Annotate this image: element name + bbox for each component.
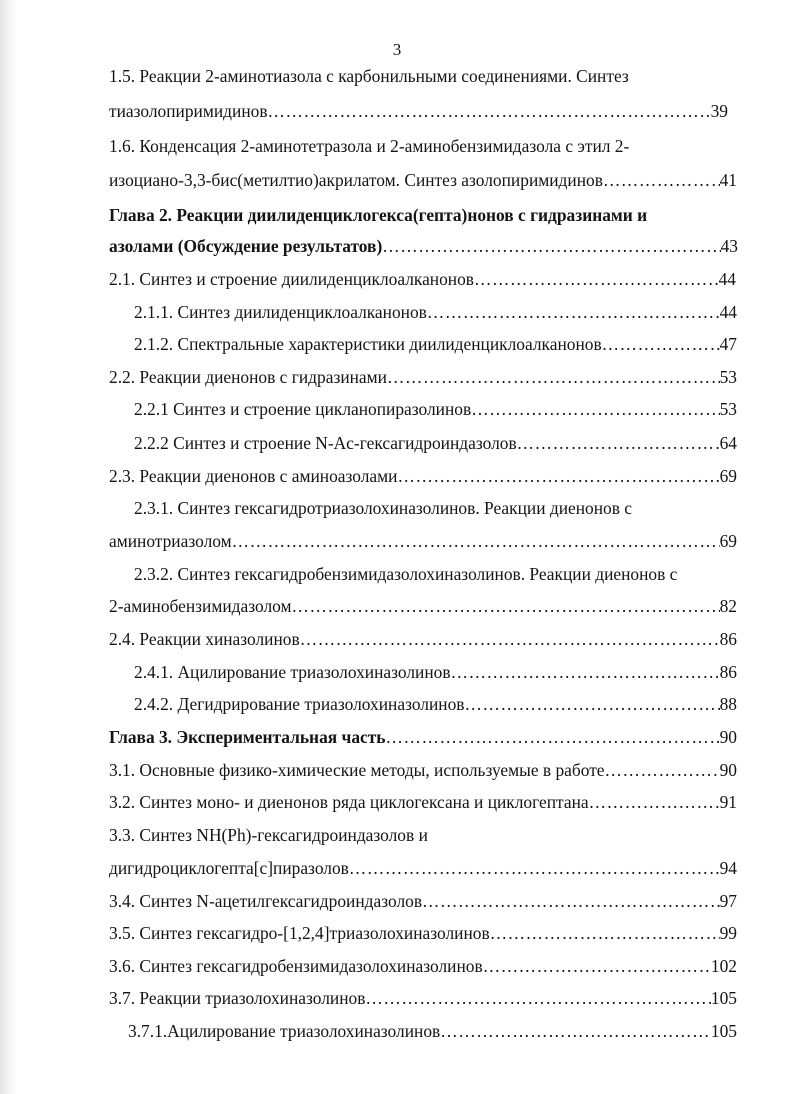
toc-entry-text: 3.7. Реакции триазолохиназолинов [109, 988, 366, 1008]
toc-page-number: 82 [719, 596, 737, 616]
toc-chapter [109, 234, 738, 258]
toc-entry [109, 168, 737, 192]
toc-entry [109, 790, 737, 814]
toc-entry-text: 2.3.2. Синтез гексагидробензимидазолохиназолинов. Реакции диенонов с [134, 564, 678, 584]
toc-entry [109, 64, 629, 88]
toc-entry [134, 431, 737, 455]
toc-page-number: 94 [719, 858, 737, 878]
leader-dots [471, 397, 719, 421]
toc-entry [109, 267, 736, 291]
leader-dots [385, 725, 719, 749]
leader-dots [490, 921, 720, 945]
toc-entry [134, 692, 737, 716]
leader-dots [232, 529, 720, 553]
toc-entry-text: 3.7.1.Ацилирование триазолохиназолинов [128, 1021, 441, 1041]
toc-entry-text: аминотриазолом [109, 531, 232, 551]
toc-entry [109, 823, 428, 847]
scan-edge-shadow [0, 0, 18, 1094]
toc-entry-text: 2.2.1 Синтез и строение цикланопиразолинов [134, 399, 472, 419]
toc-entry [109, 594, 737, 618]
leader-dots [268, 99, 711, 123]
toc-page-number: 44 [719, 302, 737, 322]
toc-entry-text: азолами (Обсуждение результатов) [109, 236, 383, 256]
toc-entry-text: 3.3. Синтез NH(Ph)-гексагидроиндазолов и [109, 825, 428, 845]
toc-entry [109, 758, 737, 782]
leader-dots [387, 365, 720, 389]
toc-entry [134, 332, 737, 356]
toc-page-number: 88 [719, 694, 737, 714]
page-number: 3 [392, 40, 402, 59]
toc-page-number: 97 [719, 891, 737, 911]
toc-entry-text: 3.4. Синтез N-ацетилгексагидроиндазолов [109, 891, 423, 911]
toc-page-number: 90 [719, 727, 737, 747]
leader-dots [451, 660, 720, 684]
toc-entry-text: 2.1. Синтез и строение диилиденциклоалканонов [109, 269, 475, 289]
toc-chapter [109, 725, 737, 749]
leader-dots [603, 168, 720, 192]
toc-entry-text: Глава 3. Экспериментальная часть [109, 727, 386, 747]
leader-dots [440, 1019, 711, 1043]
toc-page-number: 53 [719, 367, 737, 387]
toc-entry [109, 529, 737, 553]
toc-entry-text: 2.2.2 Синтез и строение N-Ac-гексагидроиндазолов [134, 433, 517, 453]
toc-page-number: 86 [719, 629, 737, 649]
leader-dots [300, 627, 720, 651]
toc-entry-text: 2-аминобензимидазолом [109, 596, 292, 616]
toc-entry-text: дигидроциклогепта[с]пиразолов [109, 858, 349, 878]
toc-chapter [109, 203, 647, 227]
leader-dots [422, 889, 720, 913]
toc-entry-text: 2.2. Реакции диенонов с гидразинами [109, 367, 387, 387]
toc-page-number: 47 [719, 334, 737, 354]
toc-page-number: 102 [710, 956, 737, 976]
toc-page-number: 64 [719, 433, 737, 453]
leader-dots [382, 234, 720, 258]
toc-entry-text: 2.3.1. Синтез гексагидротриазолохиназолинов. Реакции диенонов с [134, 498, 633, 518]
toc-entry [128, 1019, 737, 1043]
toc-page-number: 105 [710, 988, 737, 1008]
toc-page-number: 53 [719, 399, 737, 419]
toc-entry-text: 1.5. Реакции 2-аминотиазола с карбонильными соединениями. Синтез [109, 66, 629, 86]
toc-page-number: 99 [719, 923, 737, 943]
toc-page-number: 44 [718, 269, 736, 289]
toc-entry [134, 300, 737, 324]
toc-entry-text: 3.2. Синтез моно- и диенонов ряда циклогексана и циклогептана [109, 792, 589, 812]
leader-dots [349, 856, 720, 880]
toc-entry-text: Глава 2. Реакции диилиденциклогекса(гепта)нонов с гидразинами и [109, 205, 648, 225]
leader-dots [292, 594, 720, 618]
toc-entry-text: 2.4.1. Ацилирование триазолохиназолинов [134, 662, 451, 682]
toc-entry-text: тиазолопиримидинов [109, 101, 268, 121]
toc-entry [109, 365, 737, 389]
toc-entry [109, 464, 737, 488]
toc-page-number: 41 [719, 170, 737, 190]
toc-entry [109, 627, 737, 651]
toc-entry [109, 134, 629, 158]
leader-dots [605, 758, 720, 782]
toc-entry-text: 2.3. Реакции диенонов с аминоазолами [109, 466, 398, 486]
toc-page-number: 69 [719, 466, 737, 486]
toc-entry [109, 921, 737, 945]
toc-page-number: 43 [720, 236, 738, 256]
toc-page-number: 91 [719, 792, 737, 812]
toc-entry [109, 856, 737, 880]
leader-dots [365, 986, 710, 1010]
leader-dots [397, 464, 719, 488]
toc-entry [134, 562, 677, 586]
toc-entry [134, 397, 737, 421]
leader-dots [602, 332, 720, 356]
toc-page-number: 90 [719, 760, 737, 780]
toc-entry-text: 2.1.1. Синтез диилиденциклоалканонов [134, 302, 427, 322]
toc-page-number: 39 [710, 101, 728, 121]
toc-entry [109, 99, 728, 123]
toc-entry [134, 496, 632, 520]
toc-entry-text: 3.5. Синтез гексагидро-[1,2,4]триазолохиназолинов [109, 923, 490, 943]
toc-entry-text: 3.6. Синтез гексагидробензимидазолохиназолинов [109, 956, 483, 976]
leader-dots [474, 267, 719, 291]
toc-entry [134, 660, 737, 684]
leader-dots [517, 431, 720, 455]
leader-dots [427, 300, 720, 324]
toc-page-number: 86 [719, 662, 737, 682]
toc-page-number: 105 [710, 1021, 737, 1041]
toc-entry-text: изоциано-3,3-бис(метилтио)акрилатом. Синтез азолопиримидинов [109, 170, 603, 190]
toc-entry [109, 954, 737, 978]
toc-entry [109, 889, 737, 913]
leader-dots [483, 954, 711, 978]
leader-dots [465, 692, 720, 716]
toc-entry-text: 1.6. Конденсация 2-аминотетразола и 2-аминобензимидазола с этил 2- [109, 136, 630, 156]
toc-entry-text: 2.4. Реакции хиназолинов [109, 629, 300, 649]
toc-entry-text: 2.4.2. Дегидрирование триазолохиназолинов [134, 694, 465, 714]
toc-page-number: 69 [719, 531, 737, 551]
leader-dots [589, 790, 720, 814]
toc-entry [109, 986, 737, 1010]
toc-entry-text: 2.1.2. Спектральные характеристики диилиденциклоалканонов [134, 334, 602, 354]
toc-entry-text: 3.1. Основные физико-химические методы, используемые в работе [109, 760, 605, 780]
